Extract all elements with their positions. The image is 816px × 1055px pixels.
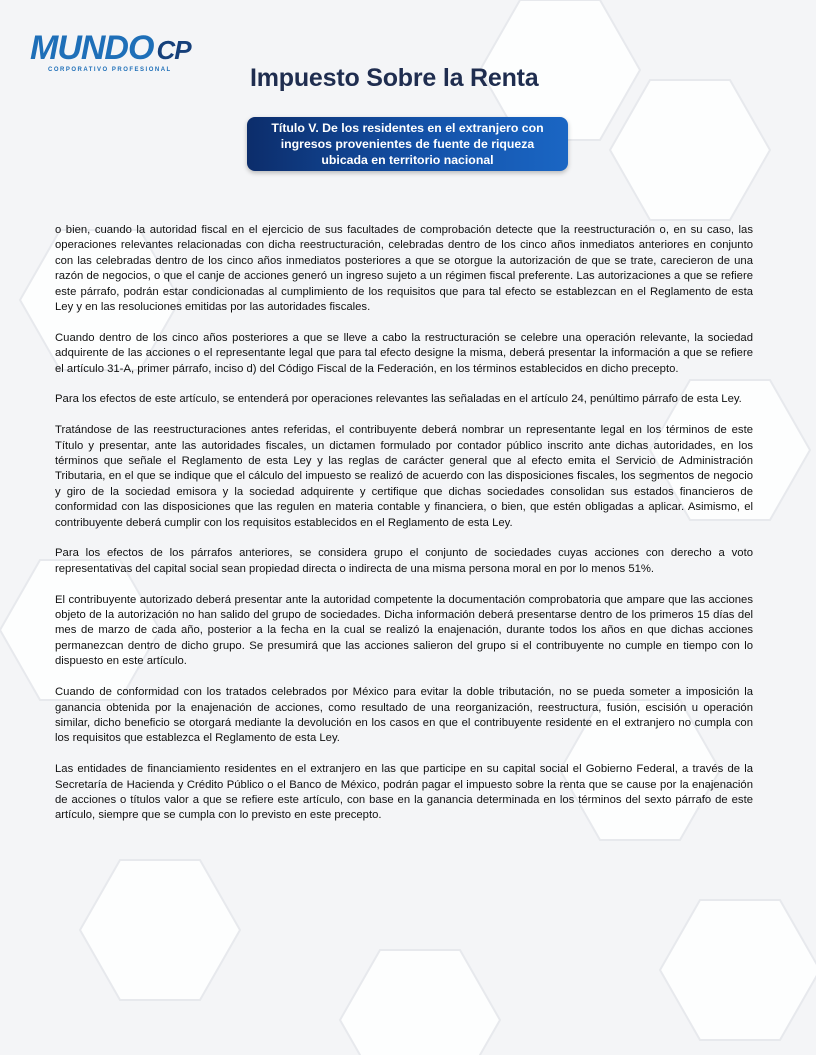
paragraph: Las entidades de financiamiento residentes en el extranjero en las que participe en su capital social el Gobierno Federal, a través de la Secretaría de Hacienda y Crédito Público o el Banco de México, podrán pagar el impuesto sobre la renta que se cause por la enajenación de acciones o títulos valor a que se refiere este artículo, con base en la ganancia determinada en los términos del sexto párrafo de este artículo, siempre que se cumpla con lo previsto en este precepto. [55, 763, 753, 822]
banner-line: Título V. De los residentes en el extranjero con [271, 121, 544, 135]
company-logo [30, 28, 200, 80]
logo-tagline: CORPORATIVO PROFESIONAL [48, 67, 172, 73]
paragraph: Para los efectos de este artículo, se entenderá por operaciones relevantes las señaladas en el artículo 24, penúltimo párrafo de esta Ley. [55, 393, 742, 406]
paragraph: Para los efectos de los párrafos anteriores, se considera grupo el conjunto de sociedades cuyas acciones con derecho a voto representativas del capital social sean propiedad directa o indirecta de una misma persona moral en por lo menos 51%. [55, 547, 753, 575]
title-banner [247, 117, 568, 171]
paragraph: o bien, cuando la autoridad fiscal en el ejercicio de sus facultades de comprobación detecte que la reestructuración o, en su caso, las operaciones relevantes relacionadas con dicha reestructuración, celebradas dentro de los cinco años inmediatos anteriores en conjunto con las celebradas dentro de los cinco años inmediatos posteriores a que se otorgue la autorización de que se trate, carecieron de una razón de negocios, o que el canje de acciones generó un ingreso sujeto a un régimen fiscal preferente. Las autorizaciones a que se refiere este párrafo, podrán estar condicionadas al cumplimiento de los requisitos que para tal efecto se establezcan en el Reglamento de esta Ley y en las resoluciones emitidas por las autoridades fiscales. [55, 224, 753, 314]
paragraph: Cuando de conformidad con los tratados celebrados por México para evitar la doble tributación, no se pueda someter a imposición la ganancia obtenida por la enajenación de acciones, como resultado de una reorganización, reestructura, fusión, escisión u operación similar, dicho beneficio se otorgará mediante la devolución en los casos en que el contribuyente residente en el extranjero no cumpla con los requisitos que establezca el Reglamento de esta Ley. [55, 686, 753, 745]
paragraph: El contribuyente autorizado deberá presentar ante la autoridad competente la documentación comprobatoria que ampare que las acciones objeto de la autorización no han salido del grupo de sociedades. Dicha información deberá presentarse dentro de los primeros 15 días del mes de marzo de cada año, posterior a la fecha en la cual se realizó la enajenación, durante todos los años en que dichas acciones permanezcan dentro de dicho grupo. Se presumirá que las acciones salieron del grupo si el contribuyente no cumple en tiempo con lo dispuesto en este artículo. [55, 593, 753, 668]
banner-line: ubicada en territorio nacional [321, 153, 494, 167]
document-body [55, 223, 753, 839]
logo-brand-suffix: CP [156, 35, 191, 65]
logo-brand: MUNDO [30, 29, 154, 67]
paragraph: Tratándose de las reestructuraciones antes referidas, el contribuyente deberá nombrar un representante legal en los términos de este Título y presentar, ante las autoridades fiscales, un dictamen formulado por contador público inscrito ante dichas autoridades, en los términos que señale el Reglamento de esta Ley y las reglas de carácter general que al efecto emita el Servicio de Administración Tributaria, en el que se indique que el cálculo del impuesto se realizó de acuerdo con las disposiciones fiscales, los segmentos de negocio y giro de la sociedad emisora y la sociedad adquirente y certifique que dichas sociedades consolidan sus estados financieros de conformidad con las disposiciones que las regulen en materia contable y financiera, o bien, que estén obligadas a aplicar. Asimismo, el contribuyente deberá cumplir con los requisitos establecidos en el Reglamento de esta Ley. [55, 424, 753, 529]
page-title: Impuesto Sobre la Renta [250, 64, 539, 92]
paragraph: Cuando dentro de los cinco años posteriores a que se lleve a cabo la restructuración se celebre una operación relevante, la sociedad adquirente de las acciones o el representante legal que para tal efecto designe la misma, deberá presentar la información a que se refiere el artículo 31-A, primer párrafo, inciso d) del Código Fiscal de la Federación, en los términos establecidos en dicho precepto. [55, 331, 753, 375]
banner-line: ingresos provenientes de fuente de riqueza [280, 137, 535, 151]
